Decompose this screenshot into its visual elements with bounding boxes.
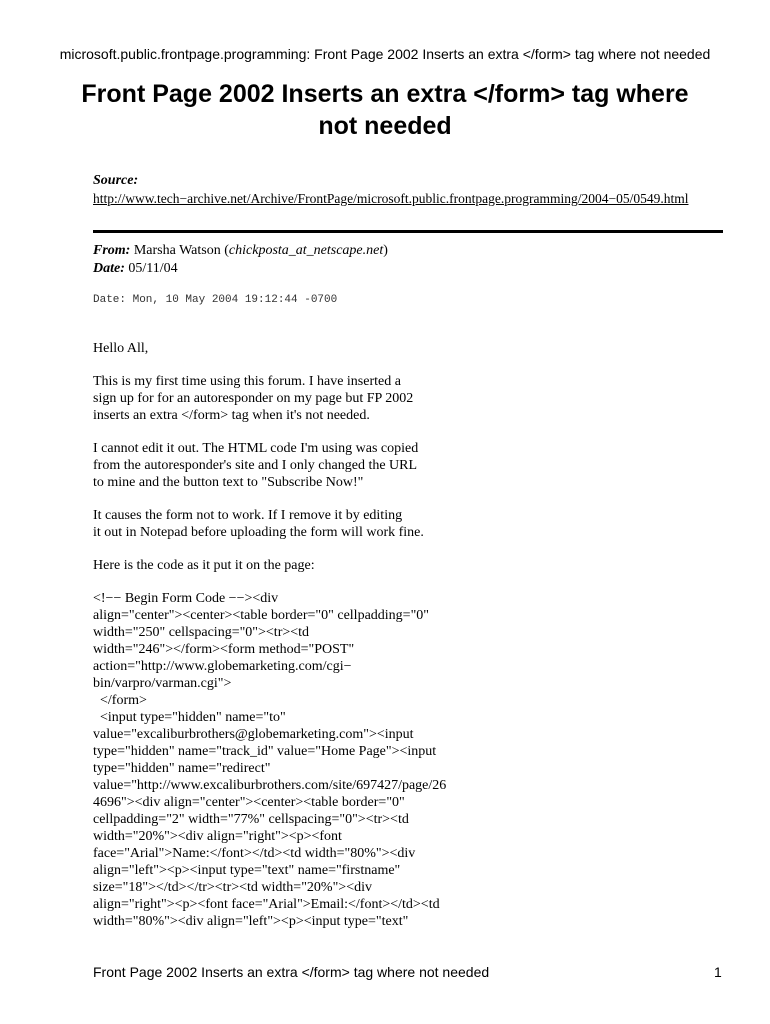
date-value: 05/11/04 <box>128 261 178 276</box>
paragraph: This is my first time using this forum. I have inserted a sign up for for an autoresponder on my page but FP 2002 inserts an extra </form> tag when it's not needed. <box>93 374 414 423</box>
message-body <box>93 340 533 930</box>
code-line: size="18"></td></tr><tr><td width="20%"><div <box>93 880 372 895</box>
date-line <box>93 261 178 277</box>
source-link[interactable]: http://www.tech−archive.net/Archive/FrontPage/microsoft.public.frontpage.programming/2004−05/0549.html <box>93 191 689 206</box>
footer-title: Front Page 2002 Inserts an extra </form> tag where not needed <box>93 964 490 980</box>
code-line: </form> <box>93 693 147 708</box>
code-line: type="hidden" name="track_id" value="Home Page"><input <box>93 744 437 759</box>
code-line: 4696"><div align="center"><center><table border="0" <box>93 795 405 810</box>
code-line: bin/varpro/varman.cgi"> <box>93 676 232 691</box>
code-line: align="center"><center><table border="0" cellpadding="0" <box>93 608 429 623</box>
code-line-link[interactable]: action="http://www.globemarketing.com/cgi− <box>93 659 352 674</box>
code-line: width="250" cellspacing="0"><tr><td <box>93 625 310 640</box>
code-line: cellpadding="2" width="77%" cellspacing="0"><tr><td <box>93 812 409 827</box>
code-block <box>93 590 533 930</box>
code-line: type="hidden" name="redirect" <box>93 761 271 776</box>
paragraph: I cannot edit it out. The HTML code I'm using was copied from the autoresponder's site and I only changed the URL to mine and the button text to "Subscribe Now!" <box>93 441 419 490</box>
paragraph: Here is the code as it put it on the page: <box>93 558 315 573</box>
code-line: width="20%"><div align="right"><p><font <box>93 829 342 844</box>
code-line: width="80%"><div align="left"><p><input type="text" <box>93 914 409 929</box>
paragraph: Hello All, <box>93 341 149 356</box>
from-label: From: <box>93 243 131 258</box>
code-line: align="left"><p><input type="text" name="firstname" <box>93 863 401 878</box>
message-header-date: Date: Mon, 10 May 2004 19:12:44 -0700 <box>93 294 338 306</box>
running-header: microsoft.public.frontpage.programming: Front Page 2002 Inserts an extra </form> tag where not needed <box>59 46 711 62</box>
from-email: chickposta_at_netscape.net <box>228 243 384 258</box>
paragraph: It causes the form not to work. If I remove it by editing it out in Notepad before uploading the form will work fine. <box>93 508 424 540</box>
code-line: <!−− Begin Form Code −−><div <box>93 591 279 606</box>
code-line-link[interactable]: value="http://www.excaliburbrothers.com/site/697427/page/26 <box>93 778 447 793</box>
code-line: value="excaliburbrothers@globemarketing.com"><input <box>93 727 414 742</box>
date-label: Date: <box>93 261 125 276</box>
code-line: face="Arial">Name:</font></td><td width="80%"><div <box>93 846 416 861</box>
source-label: Source: <box>93 173 139 188</box>
page-title: Front Page 2002 Inserts an extra </form> tag where not needed <box>81 80 689 140</box>
code-line: <input type="hidden" name="to" <box>93 710 286 725</box>
divider <box>93 230 723 233</box>
code-line: width="246"></form><form method="POST" <box>93 642 355 657</box>
from-line: From: Marsha Watson (chickposta_at_netscape.net) <box>93 243 388 258</box>
page-number: 1 <box>714 964 722 980</box>
from-name: Marsha Watson <box>133 243 221 258</box>
code-line: align="right"><p><font face="Arial">Email:</font></td><td <box>93 897 440 912</box>
